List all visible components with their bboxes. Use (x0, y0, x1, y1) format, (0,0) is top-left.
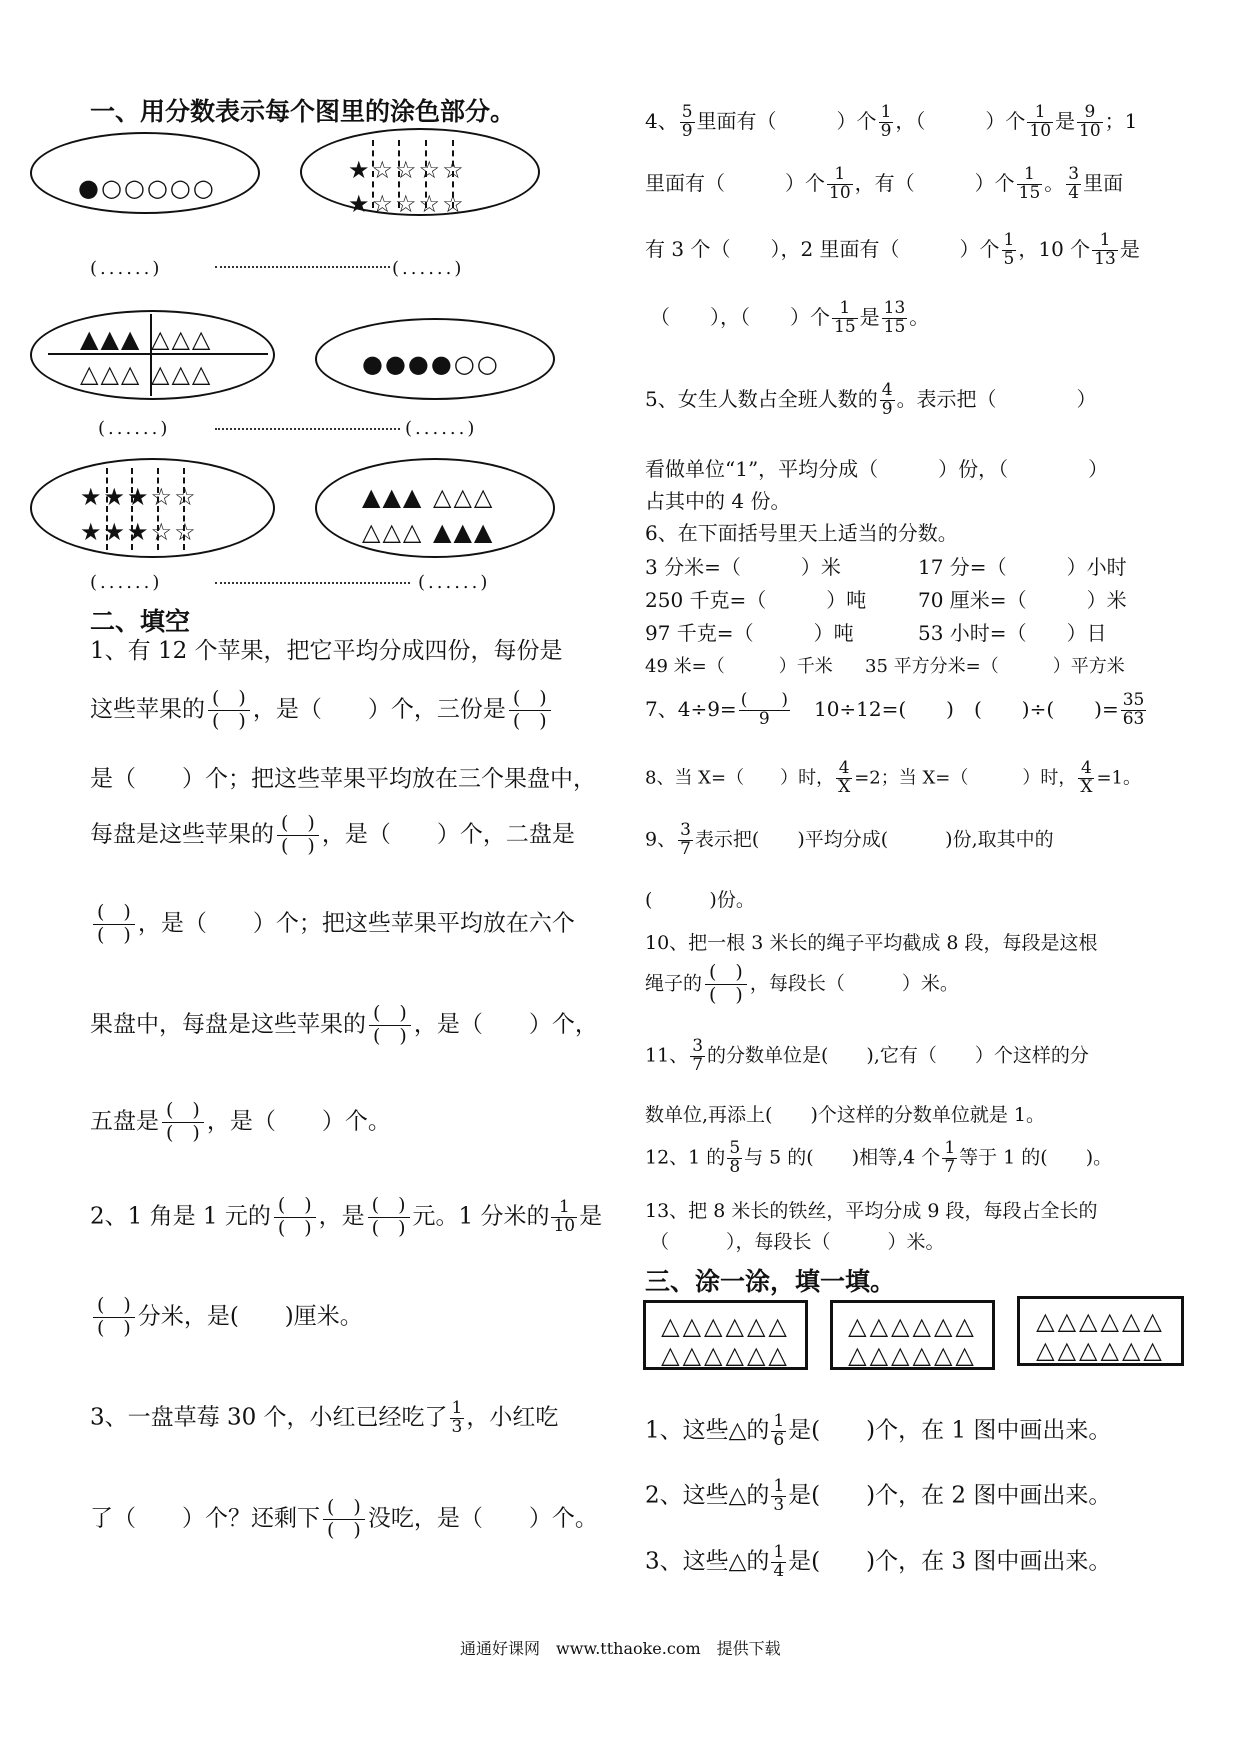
q4-line3: 有 3 个（ ），2 里面有（ ）个 $\frac{1}{5}$ ，10 个 $\frac{1}{13}$ 是 (645, 230, 1140, 269)
section3-title: 三、涂一涂，填一填。 (645, 1267, 896, 1296)
q2-line1: 2、1 角是 1 元的 ( ) ( ) ，是 ( ) ( ) 元。1 分米的 $\frac{1}{10}$ 是 (90, 1194, 603, 1239)
divider (425, 140, 427, 208)
q13-line1: 13、把 8 米长的铁丝，平均分成 9 段，每段占全长的 (645, 1200, 1098, 1222)
dotted-line (215, 266, 390, 268)
triangles-6a: ▲▲▲ △△△ (362, 483, 495, 511)
q1-line1: 1、有 12 个苹果，把它平均分成四份，每份是 (90, 638, 563, 664)
stars-2a: ★☆☆☆☆ (348, 156, 466, 184)
q5-line2: 看做单位“1”，平均分成（ ）份，（ ） (645, 457, 1109, 481)
answer-blank-3[interactable]: (......) (98, 418, 171, 439)
divider (183, 468, 185, 550)
divider (157, 468, 159, 550)
section2-title: 二、填空 (90, 607, 191, 636)
q6-r1b: 17 分=（ ）小时 (918, 555, 1127, 579)
q13-line2: （ ），每段长（ ）米。 (650, 1231, 945, 1253)
q12: 12、1 的 $\frac{5}{8}$ 与 5 的( )相等,4 个 $\frac{1}{7}$ 等于 1 的( )。 (645, 1138, 1113, 1177)
dotted-line (215, 582, 410, 584)
q6-title: 6、在下面括号里天上适当的分数。 (645, 521, 958, 545)
q1-line7: 五盘是 ( ) ( ) ，是（ ）个。 (90, 1099, 391, 1144)
q11-line2: 数单位,再添上( )个这样的分数单位就是 1。 (645, 1104, 1045, 1126)
divider (131, 468, 133, 550)
circles-1: ●○○○○○ (78, 174, 216, 202)
q4-line4: （ ），（ ）个 $\frac{1}{15}$ 是 $\frac{13}{15}$ 。 (650, 298, 930, 337)
divider (150, 314, 152, 396)
stars-5a: ★★★☆☆ (80, 483, 198, 511)
s3-q2: 2、这些△的 $\frac{1}{3}$ 是( )个，在 2 图中画出来。 (645, 1476, 1112, 1515)
q6-r3b: 53 小时=（ ）日 (918, 621, 1107, 645)
section1-title: 一、用分数表示每个图里的涂色部分。 (90, 97, 516, 126)
triangle-box-3[interactable]: △△△△△△ △△△△△△ (1017, 1296, 1184, 1366)
q2-line2: ( ) ( ) 分米，是( )厘米。 (90, 1295, 363, 1340)
q5-line1: 5、女生人数占全班人数的 $\frac{4}{9}$ 。表示把（ ） (645, 380, 1097, 419)
answer-blank-4[interactable]: (......) (405, 418, 478, 439)
dotted-line (215, 428, 400, 430)
q1-line3: 是（ ）个；把这些苹果平均放在三个果盘中， (90, 766, 596, 792)
q10-line1: 10、把一根 3 米长的绳子平均截成 8 段，每段是这根 (645, 932, 1098, 954)
triangles-3a: ▲▲▲ △△△ (80, 325, 213, 353)
q1-line2: 这些苹果的 ( ) ( ) ，是（ ）个，三份是 ( ) ( ) (90, 688, 554, 733)
q8: 8、当 X=（ ）时， $\frac{4}{X}$ =2；当 X=（ ）时， $\frac{4}{X}$ =1。 (645, 758, 1141, 797)
q1-line6: 果盘中，每盘是这些苹果的 ( ) ( ) ，是（ ）个， (90, 1002, 598, 1047)
q6-r2a: 250 千克=（ ）吨 (645, 588, 867, 612)
answer-blank-5[interactable]: (......) (90, 572, 163, 593)
divider (372, 140, 374, 208)
q1-line5: ( ) ( ) ，是（ ）个；把这些苹果平均放在六个 (90, 902, 575, 947)
q11-line1: 11、 $\frac{3}{7}$ 的分数单位是( ),它有（ ）个这样的分 (645, 1036, 1089, 1075)
triangles-3b: △△△ △△△ (80, 360, 213, 388)
q3-line2: 了（ ）个？还剩下 ( ) ( ) 没吃，是（ ）个。 (90, 1496, 598, 1541)
s3-q1: 1、这些△的 $\frac{1}{6}$ 是( )个，在 1 图中画出来。 (645, 1411, 1112, 1450)
q6-r4b: 35 平方分米=（ ）平方米 (865, 656, 1125, 677)
q9-line2: ( )份。 (645, 889, 755, 911)
divider (452, 140, 454, 208)
answer-blank-6[interactable]: (......) (418, 572, 491, 593)
q4-line1: 4、 $\frac{5}{9}$ 里面有（ ）个 $\frac{1}{9}$ ，（ ）个 $\frac{1}{10}$ 是 $\frac{9}{10}$ ；1 (645, 102, 1138, 141)
q10-line2: 绳子的 ( ) ( ) ，每段长（ ）米。 (645, 961, 959, 1006)
divider (48, 353, 268, 355)
q9-line1: 9、 $\frac{3}{7}$ 表示把( )平均分成( )份,取其中的 (645, 820, 1054, 859)
q6-r4a: 49 米=（ ）千米 (645, 656, 833, 677)
footer-text: 通通好课网 www.tthaoke.com 提供下载 (460, 1639, 781, 1658)
stars-5b: ★★★☆☆ (80, 518, 198, 546)
q6-r3a: 97 千克=（ ）吨 (645, 621, 854, 645)
triangle-box-2[interactable]: △△△△△△ △△△△△△ (830, 1300, 995, 1370)
q1-line4: 每盘是这些苹果的 ( ) ( ) ，是（ ）个，二盘是 (90, 812, 575, 857)
q5-line3: 占其中的 4 份。 (645, 489, 791, 513)
triangles-6b: △△△ ▲▲▲ (362, 518, 495, 546)
circles-4: ●●●●○○ (362, 350, 500, 378)
triangle-box-1[interactable]: △△△△△△ △△△△△△ (643, 1300, 808, 1370)
stars-2b: ★☆☆☆☆ (348, 190, 466, 218)
q6-r2b: 70 厘米=（ ）米 (918, 588, 1127, 612)
divider (106, 468, 108, 550)
q4-line2: 里面有（ ）个 $\frac{1}{10}$ ，有（ ）个 $\frac{1}{15}$ 。 $\frac{3}{4}$ 里面 (645, 164, 1124, 203)
divider (398, 140, 400, 208)
q3-line1: 3、一盘草莓 30 个，小红已经吃了 $\frac{1}{3}$ ，小红吃 (90, 1398, 559, 1437)
q7: 7、4÷9= $\frac{( )}{9}$ 10÷12=( ) ( )÷( )= $\frac{35}{63}$ (645, 690, 1145, 729)
s3-q3: 3、这些△的 $\frac{1}{4}$ 是( )个，在 3 图中画出来。 (645, 1542, 1112, 1581)
answer-blank-1[interactable]: (......) (90, 258, 163, 279)
q6-r1a: 3 分米=（ ）米 (645, 555, 841, 579)
answer-blank-2[interactable]: (......) (392, 258, 465, 279)
